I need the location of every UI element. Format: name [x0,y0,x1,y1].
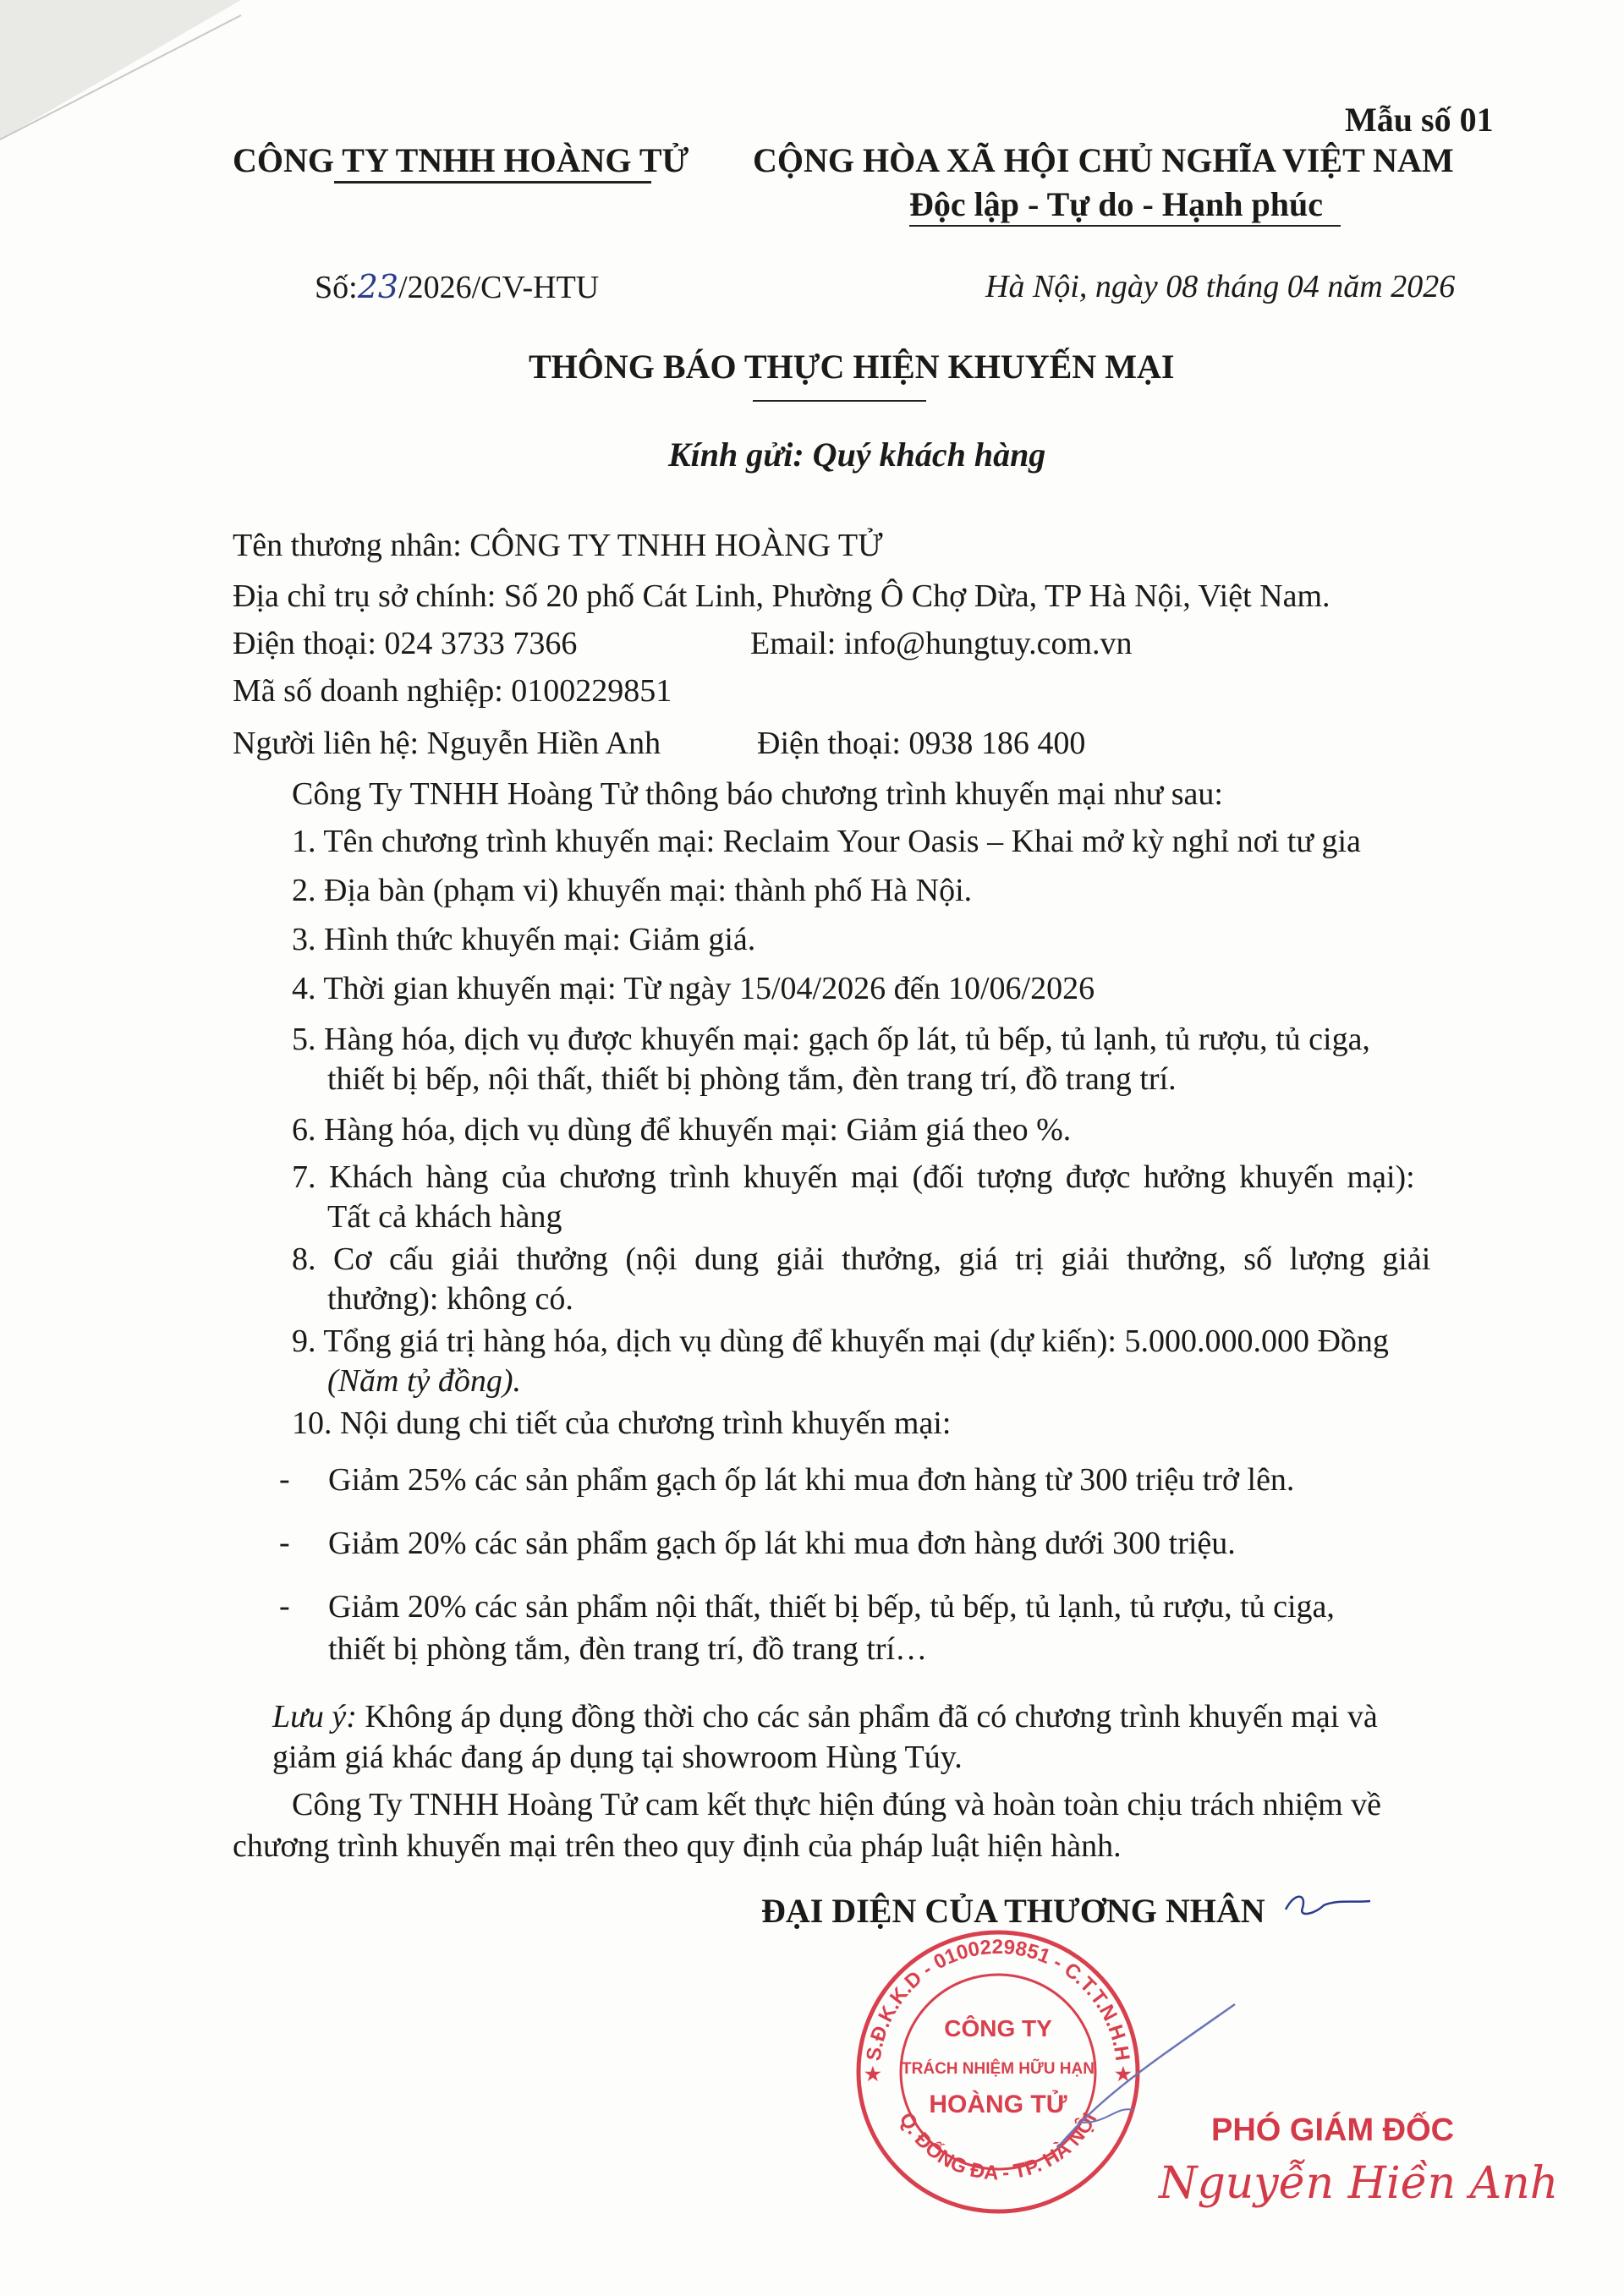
stamp-line-3: HOÀNG TỬ [929,2091,1067,2118]
list-item: 10. Nội dung chi tiết của chương trình khuyến mại: [292,1406,952,1441]
merchant-email: Email: info@hungtuy.com.vn [750,626,1133,661]
list-item: 8. Cơ cấu giải thưởng (nội dung giải thưởng, giá trị giải thưởng, số lượng giải [292,1241,1431,1277]
note-label: Lưu ý: [272,1699,357,1734]
document-number [315,267,599,307]
list-item: 7. Khách hàng của chương trình khuyến mại (đối tượng được hưởng khuyến mại): [292,1159,1415,1195]
stamp-line-1: CÔNG TY [944,2015,1052,2041]
representative-heading: ĐẠI DIỆN CỦA THƯƠNG NHÂN [761,1892,1265,1930]
list-item: 5. Hàng hóa, dịch vụ được khuyến mại: gạch ốp lát, tủ bếp, tủ lạnh, tủ rượu, tủ ciga, [292,1022,1370,1057]
list-item-continuation: thưởng): không có. [327,1281,573,1317]
motto-underline [909,225,1341,227]
bullet-item: Giảm 25% các sản phẩm gạch ốp lát khi mua đơn hàng từ 300 triệu trở lên. [328,1462,1295,1498]
bullet-dash: - [279,1525,290,1560]
commitment-line: chương trình khuyến mại trên theo quy định của pháp luật hiện hành. [233,1828,1122,1864]
merchant-tax-id: Mã số doanh nghiệp: 0100229851 [233,673,672,709]
note-text-continuation: giảm giá khác đang áp dụng tại showroom Hùng Túy. [272,1740,963,1775]
bullet-dash: - [279,1588,290,1624]
bullet-dash: - [279,1461,290,1497]
national-title: CỘNG HÒA XÃ HỘI CHỦ NGHĨA VIỆT NAM [753,141,1454,179]
merchant-contact-phone: Điện thoại: 0938 186 400 [757,726,1086,761]
merchant-address: Địa chỉ trụ sở chính: Số 20 phố Cát Linh, Phường Ô Chợ Dừa, TP Hà Nội, Việt Nam. [233,578,1330,614]
list-item-continuation: (Năm tỷ đồng). [327,1363,522,1399]
list-item: 1. Tên chương trình khuyến mại: Reclaim Your Oasis – Khai mở kỳ nghỉ nơi tư gia [292,824,1361,859]
bullet-item-continuation: thiết bị phòng tắm, đèn trang trí, đồ trang trí… [328,1631,928,1667]
company-underline [334,181,651,184]
bullet-item: Giảm 20% các sản phẩm nội thất, thiết bị bếp, tủ bếp, tủ lạnh, tủ rượu, tủ ciga, [328,1589,1335,1625]
stamp-line-2: TRÁCH NHIỆM HỮU HẠN [902,2060,1095,2078]
bullet-item: Giảm 20% các sản phẩm gạch ốp lát khi mua đơn hàng dưới 300 triệu. [328,1526,1236,1561]
stamp-star-right: ★ [1115,2063,1132,2085]
list-item: 4. Thời gian khuyến mại: Từ ngày 15/04/2026 đến 10/06/2026 [292,971,1095,1006]
signer-name: Nguyễn Hiền Anh [1159,2158,1559,2209]
doc-number-suffix: /2026/CV-HTU [398,270,600,305]
doc-number-handwritten: 23 [357,268,399,305]
note-text: Không áp dụng đồng thời cho các sản phẩm đã có chương trình khuyến mại và [356,1699,1378,1734]
intro-paragraph: Công Ty TNHH Hoàng Tử thông báo chương trình khuyến mại như sau: [292,776,1223,812]
list-item-continuation: thiết bị bếp, nội thất, thiết bị phòng tắm, đèn trang trí, đồ trang trí. [327,1061,1177,1097]
list-item: 6. Hàng hóa, dịch vụ dùng để khuyến mại: Giảm giá theo %. [292,1112,1072,1148]
list-item: 9. Tổng giá trị hàng hóa, dịch vụ dùng để khuyến mại (dự kiến): 5.000.000.000 Đồng [292,1323,1389,1359]
merchant-contact: Người liên hệ: Nguyễn Hiền Anh [233,726,661,761]
stamp-star-left: ★ [864,2063,881,2085]
document-title: THÔNG BÁO THỰC HIỆN KHUYẾN MẠI [529,348,1175,386]
initial-scribble [1277,1884,1379,1926]
stamp-ring-bottom-path: Q. ĐỐNG ĐA - TP. HÀ NỘI [894,2108,1102,2185]
national-motto: Độc lập - Tự do - Hạnh phúc [909,185,1323,223]
doc-number-prefix: Số: [315,270,358,305]
list-item: 3. Hình thức khuyến mại: Giảm giá. [292,922,756,957]
place-date: Hà Nội, ngày 08 tháng 04 năm 2026 [985,269,1456,304]
note-paragraph [272,1697,1378,1736]
merchant-name: Tên thương nhân: CÔNG TY TNHH HOÀNG TỬ [233,528,883,563]
stamp-ring-top-path: S.Đ.K.K.D - 0100229851 - C.T.T.N.H.H [862,1935,1134,2063]
signer-title: PHÓ GIÁM ĐỐC [1211,2112,1455,2148]
title-underline [753,400,926,402]
list-item: 2. Địa bàn (phạm vi) khuyến mại: thành phố Hà Nội. [292,873,973,908]
merchant-phone: Điện thoại: 024 3733 7366 [233,626,578,661]
list-item-continuation: Tất cả khách hàng [327,1199,562,1235]
page-fold-corner [0,0,254,152]
form-number: Mẫu số 01 [1345,101,1494,139]
commitment-line: Công Ty TNHH Hoàng Tử cam kết thực hiện đúng và hoàn toàn chịu trách nhiệm về [292,1787,1382,1822]
salutation: Kính gửi: Quý khách hàng [668,436,1046,474]
company-header: CÔNG TY TNHH HOÀNG TỬ [233,141,689,179]
